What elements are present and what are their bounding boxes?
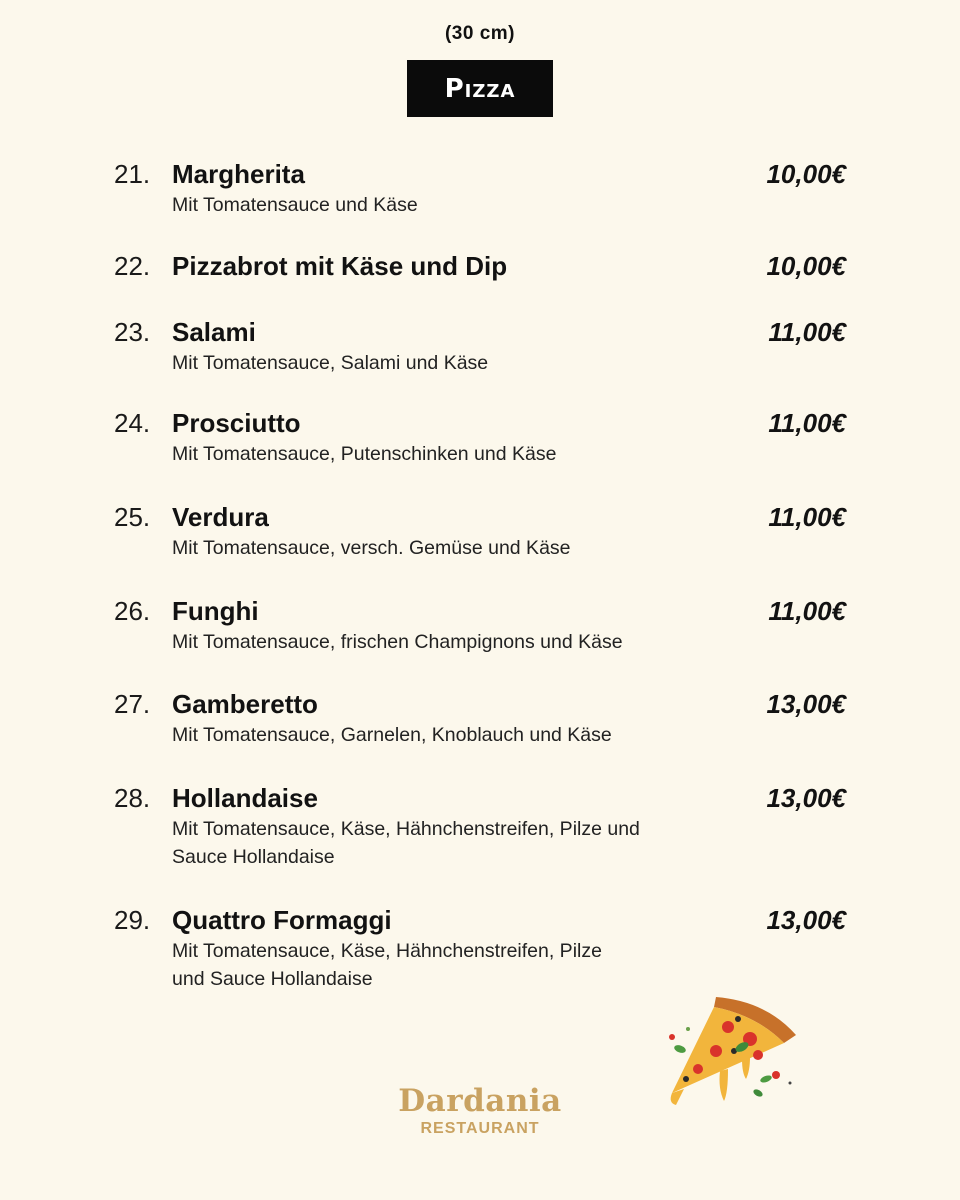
item-price: 11,00€ bbox=[768, 408, 846, 438]
item-number: 28. bbox=[114, 783, 151, 813]
size-note: (30 cm) bbox=[444, 23, 516, 44]
item-name: Gamberetto bbox=[172, 689, 318, 719]
item-description: Mit Tomatensauce, Käse, Hähnchenstreifen, Pilze und Sauce Hollandaise bbox=[172, 818, 640, 868]
item-description: Mit Tomatensauce und Käse bbox=[172, 194, 418, 216]
item-name: Margherita bbox=[172, 159, 305, 189]
item-name: Funghi bbox=[172, 596, 259, 626]
item-description: Mit Tomatensauce, Putenschinken und Käse bbox=[172, 443, 557, 465]
item-number: 27. bbox=[114, 689, 151, 719]
item-description: Mit Tomatensauce, Salami und Käse bbox=[172, 352, 489, 374]
category-title: Pizza bbox=[444, 73, 516, 104]
item-number: 22. bbox=[114, 251, 151, 281]
item-name: Quattro Formaggi bbox=[172, 905, 392, 935]
item-description: Mit Tomatensauce, versch. Gemüse und Käse bbox=[172, 537, 571, 559]
item-description: Mit Tomatensauce, Garnelen, Knoblauch und Käse bbox=[172, 724, 612, 746]
item-description: Mit Tomatensauce, Käse, Hähnchenstreifen, Pilze und Sauce Hollandaise bbox=[172, 940, 602, 990]
item-number: 24. bbox=[114, 408, 151, 438]
item-price: 13,00€ bbox=[766, 905, 846, 935]
item-name: Hollandaise bbox=[172, 783, 318, 813]
item-number: 29. bbox=[114, 905, 151, 935]
item-price: 13,00€ bbox=[766, 783, 846, 813]
brand-subtitle: RESTAURANT bbox=[420, 1120, 540, 1137]
item-name: Pizzabrot mit Käse und Dip bbox=[172, 251, 508, 281]
item-number: 21. bbox=[114, 159, 151, 189]
brand-name: Dardania bbox=[398, 1083, 562, 1119]
item-price: 11,00€ bbox=[768, 502, 846, 532]
item-price: 13,00€ bbox=[766, 689, 846, 719]
item-number: 26. bbox=[114, 596, 151, 626]
item-price: 10,00€ bbox=[766, 159, 846, 189]
item-number: 23. bbox=[114, 317, 151, 347]
item-number: 25. bbox=[114, 502, 151, 532]
category-badge bbox=[407, 60, 553, 117]
item-name: Verdura bbox=[172, 502, 269, 532]
restaurant-logo bbox=[0, 1083, 960, 1139]
item-name: Salami bbox=[172, 317, 256, 347]
item-price: 11,00€ bbox=[768, 596, 846, 626]
item-price: 11,00€ bbox=[768, 317, 846, 347]
item-description: Mit Tomatensauce, frischen Champignons und Käse bbox=[172, 631, 623, 653]
item-name: Prosciutto bbox=[172, 408, 301, 438]
item-price: 10,00€ bbox=[766, 251, 846, 281]
